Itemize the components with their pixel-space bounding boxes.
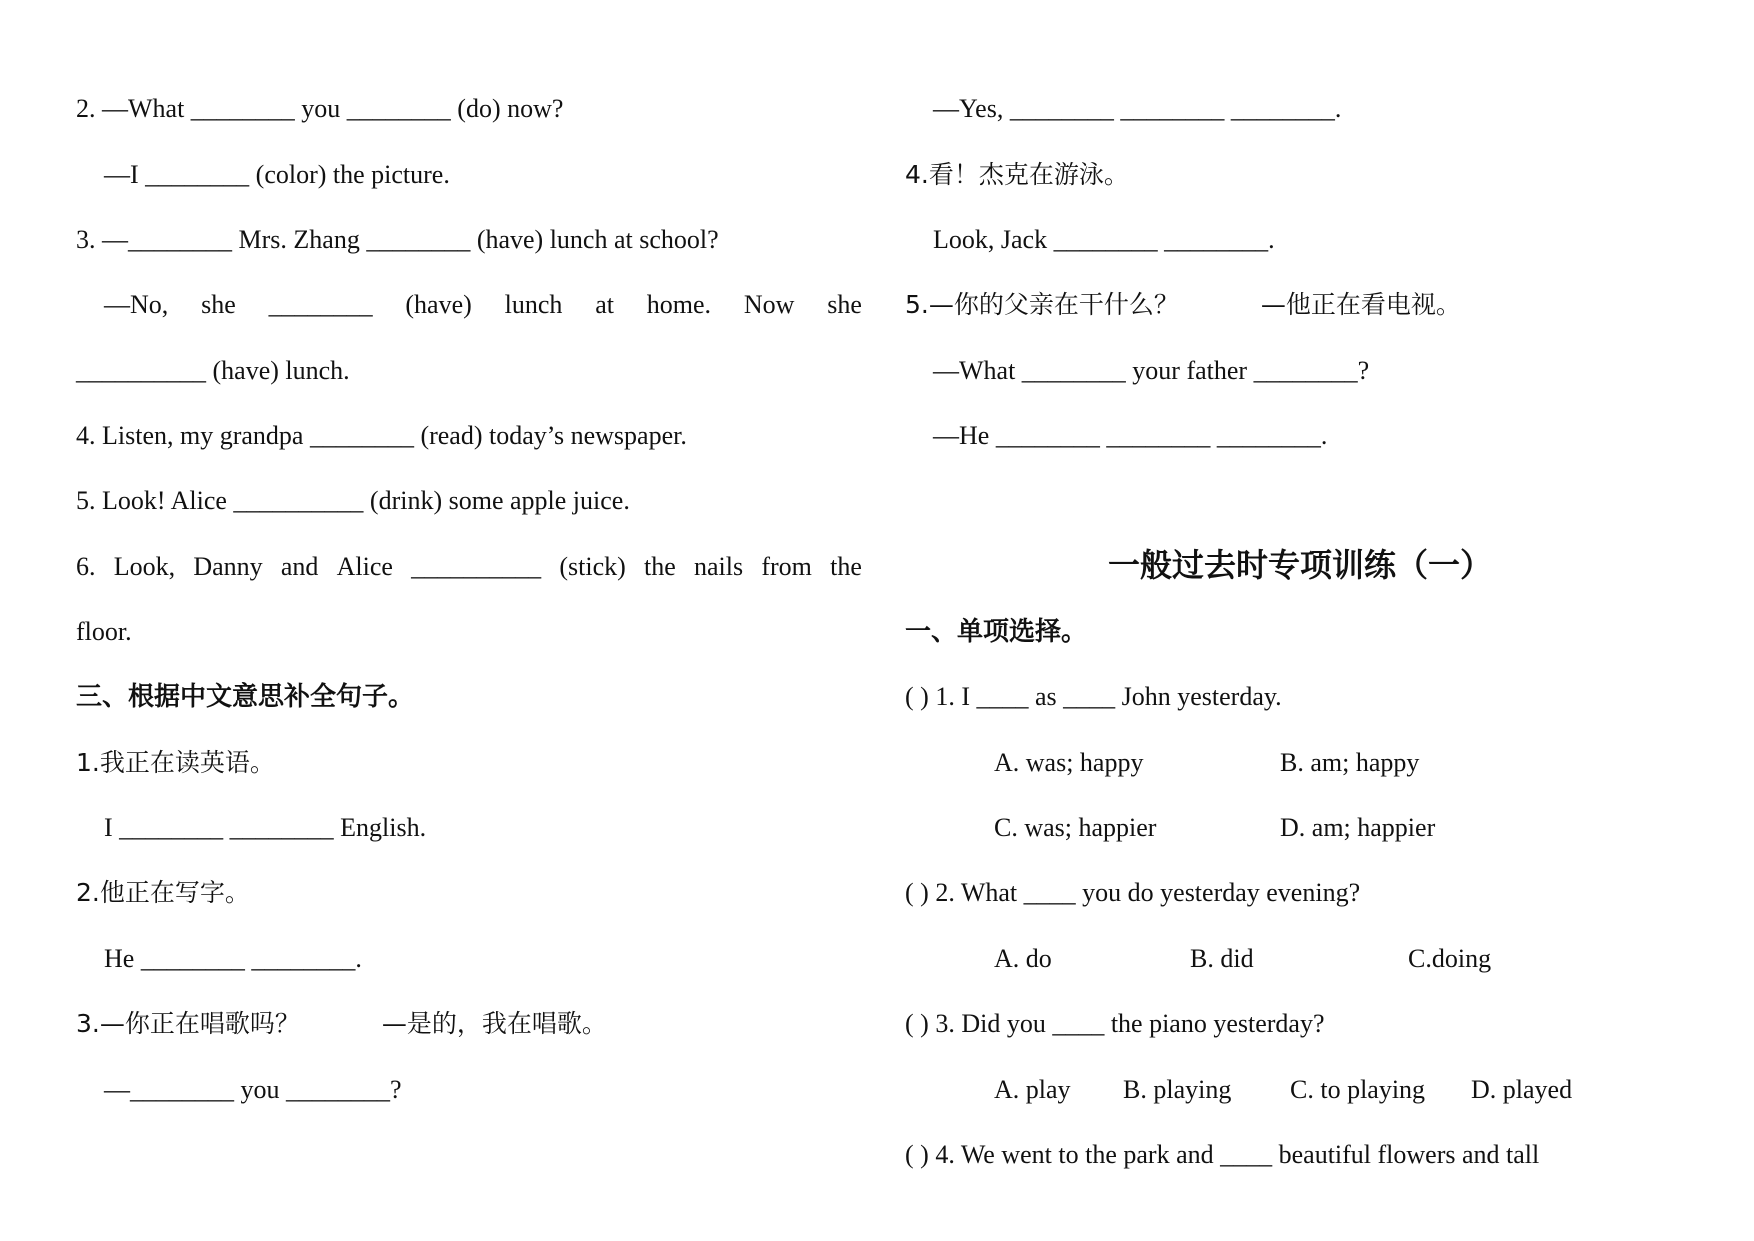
answer-line: __________ (have) lunch. — [76, 356, 350, 385]
answer-line: —What ________ your father ________? — [933, 356, 1370, 385]
chinese-prompt-part: 3.—你正在唱歌吗？ — [76, 1009, 300, 1038]
answer-line: Look, Jack ________ ________. — [933, 225, 1275, 254]
word: lunch — [504, 290, 563, 319]
mc-option: C. was; happier — [994, 813, 1157, 842]
answer-line-justified — [76, 290, 862, 320]
word: (have) — [405, 290, 472, 319]
mc-question: ( ) 2. What ____ you do yesterday evening? — [905, 878, 1361, 907]
word: she — [201, 290, 236, 319]
word: she — [827, 290, 862, 319]
answer-line: —________ you ________? — [104, 1075, 402, 1104]
answer-line: He ________ ________. — [104, 944, 362, 973]
mc-option: A. do — [994, 944, 1052, 973]
section-heading: 一、单项选择。 — [905, 617, 1088, 647]
chinese-prompt — [76, 1009, 862, 1039]
word: ________ — [268, 290, 373, 319]
word: Now — [743, 290, 795, 319]
question-line: 3. —________ Mrs. Zhang ________ (have) lunch at school? — [76, 225, 719, 254]
chinese-prompt: 2.他正在写字。 — [76, 878, 250, 907]
chinese-prompt-part: —他正在看电视。 — [1260, 290, 1461, 319]
mc-option: D. played — [1471, 1075, 1573, 1104]
chinese-prompt — [905, 290, 1695, 320]
section-heading: 三、根据中文意思补全句子。 — [76, 682, 415, 712]
word: 6. — [76, 552, 96, 581]
word: Look, — [113, 552, 176, 581]
word: home. — [646, 290, 712, 319]
mc-question: ( ) 3. Did you ____ the piano yesterday? — [905, 1009, 1325, 1038]
chinese-prompt: 4.看！杰克在游泳。 — [905, 160, 1129, 189]
question-line: 2. —What ________ you ________ (do) now? — [76, 94, 564, 123]
word: nails — [694, 552, 744, 581]
mc-option: D. am; happier — [1280, 813, 1436, 842]
word: the — [830, 552, 862, 581]
answer-line: I ________ ________ English. — [104, 813, 427, 842]
chinese-prompt-part: —是的，我在唱歌。 — [381, 1009, 607, 1038]
mc-question: ( ) 1. I ____ as ____ John yesterday. — [905, 682, 1282, 711]
mc-option: B. playing — [1123, 1075, 1232, 1104]
word: the — [644, 552, 676, 581]
word: (stick) — [559, 552, 626, 581]
question-line-justified — [76, 552, 862, 582]
mc-option: B. did — [1190, 944, 1254, 973]
mc-option: C.doing — [1408, 944, 1492, 973]
word: —No, — [104, 290, 169, 319]
answer-line: —He ________ ________ ________. — [933, 421, 1328, 450]
mc-option: C. to playing — [1290, 1075, 1426, 1104]
question-line: 4. Listen, my grandpa ________ (read) today’s newspaper. — [76, 421, 687, 450]
question-line: 5. Look! Alice __________ (drink) some apple juice. — [76, 486, 630, 515]
mc-question: ( ) 4. We went to the park and ____ beautiful flowers and tall — [905, 1140, 1540, 1169]
page-title: 一般过去时专项训练（一） — [1107, 546, 1492, 584]
mc-option: A. play — [994, 1075, 1071, 1104]
word: from — [761, 552, 812, 581]
chinese-prompt: 1.我正在读英语。 — [76, 748, 275, 777]
word: Danny — [193, 552, 263, 581]
mc-option: A. was; happy — [994, 748, 1144, 777]
answer-line: —Yes, ________ ________ ________. — [933, 94, 1342, 123]
question-line: floor. — [76, 617, 132, 646]
mc-option: B. am; happy — [1280, 748, 1420, 777]
answer-line: —I ________ (color) the picture. — [104, 160, 450, 189]
word: and — [280, 552, 319, 581]
word: __________ — [411, 552, 542, 581]
word: Alice — [336, 552, 393, 581]
word: at — [595, 290, 614, 319]
chinese-prompt-part: 5.—你的父亲在干什么？ — [905, 290, 1179, 319]
